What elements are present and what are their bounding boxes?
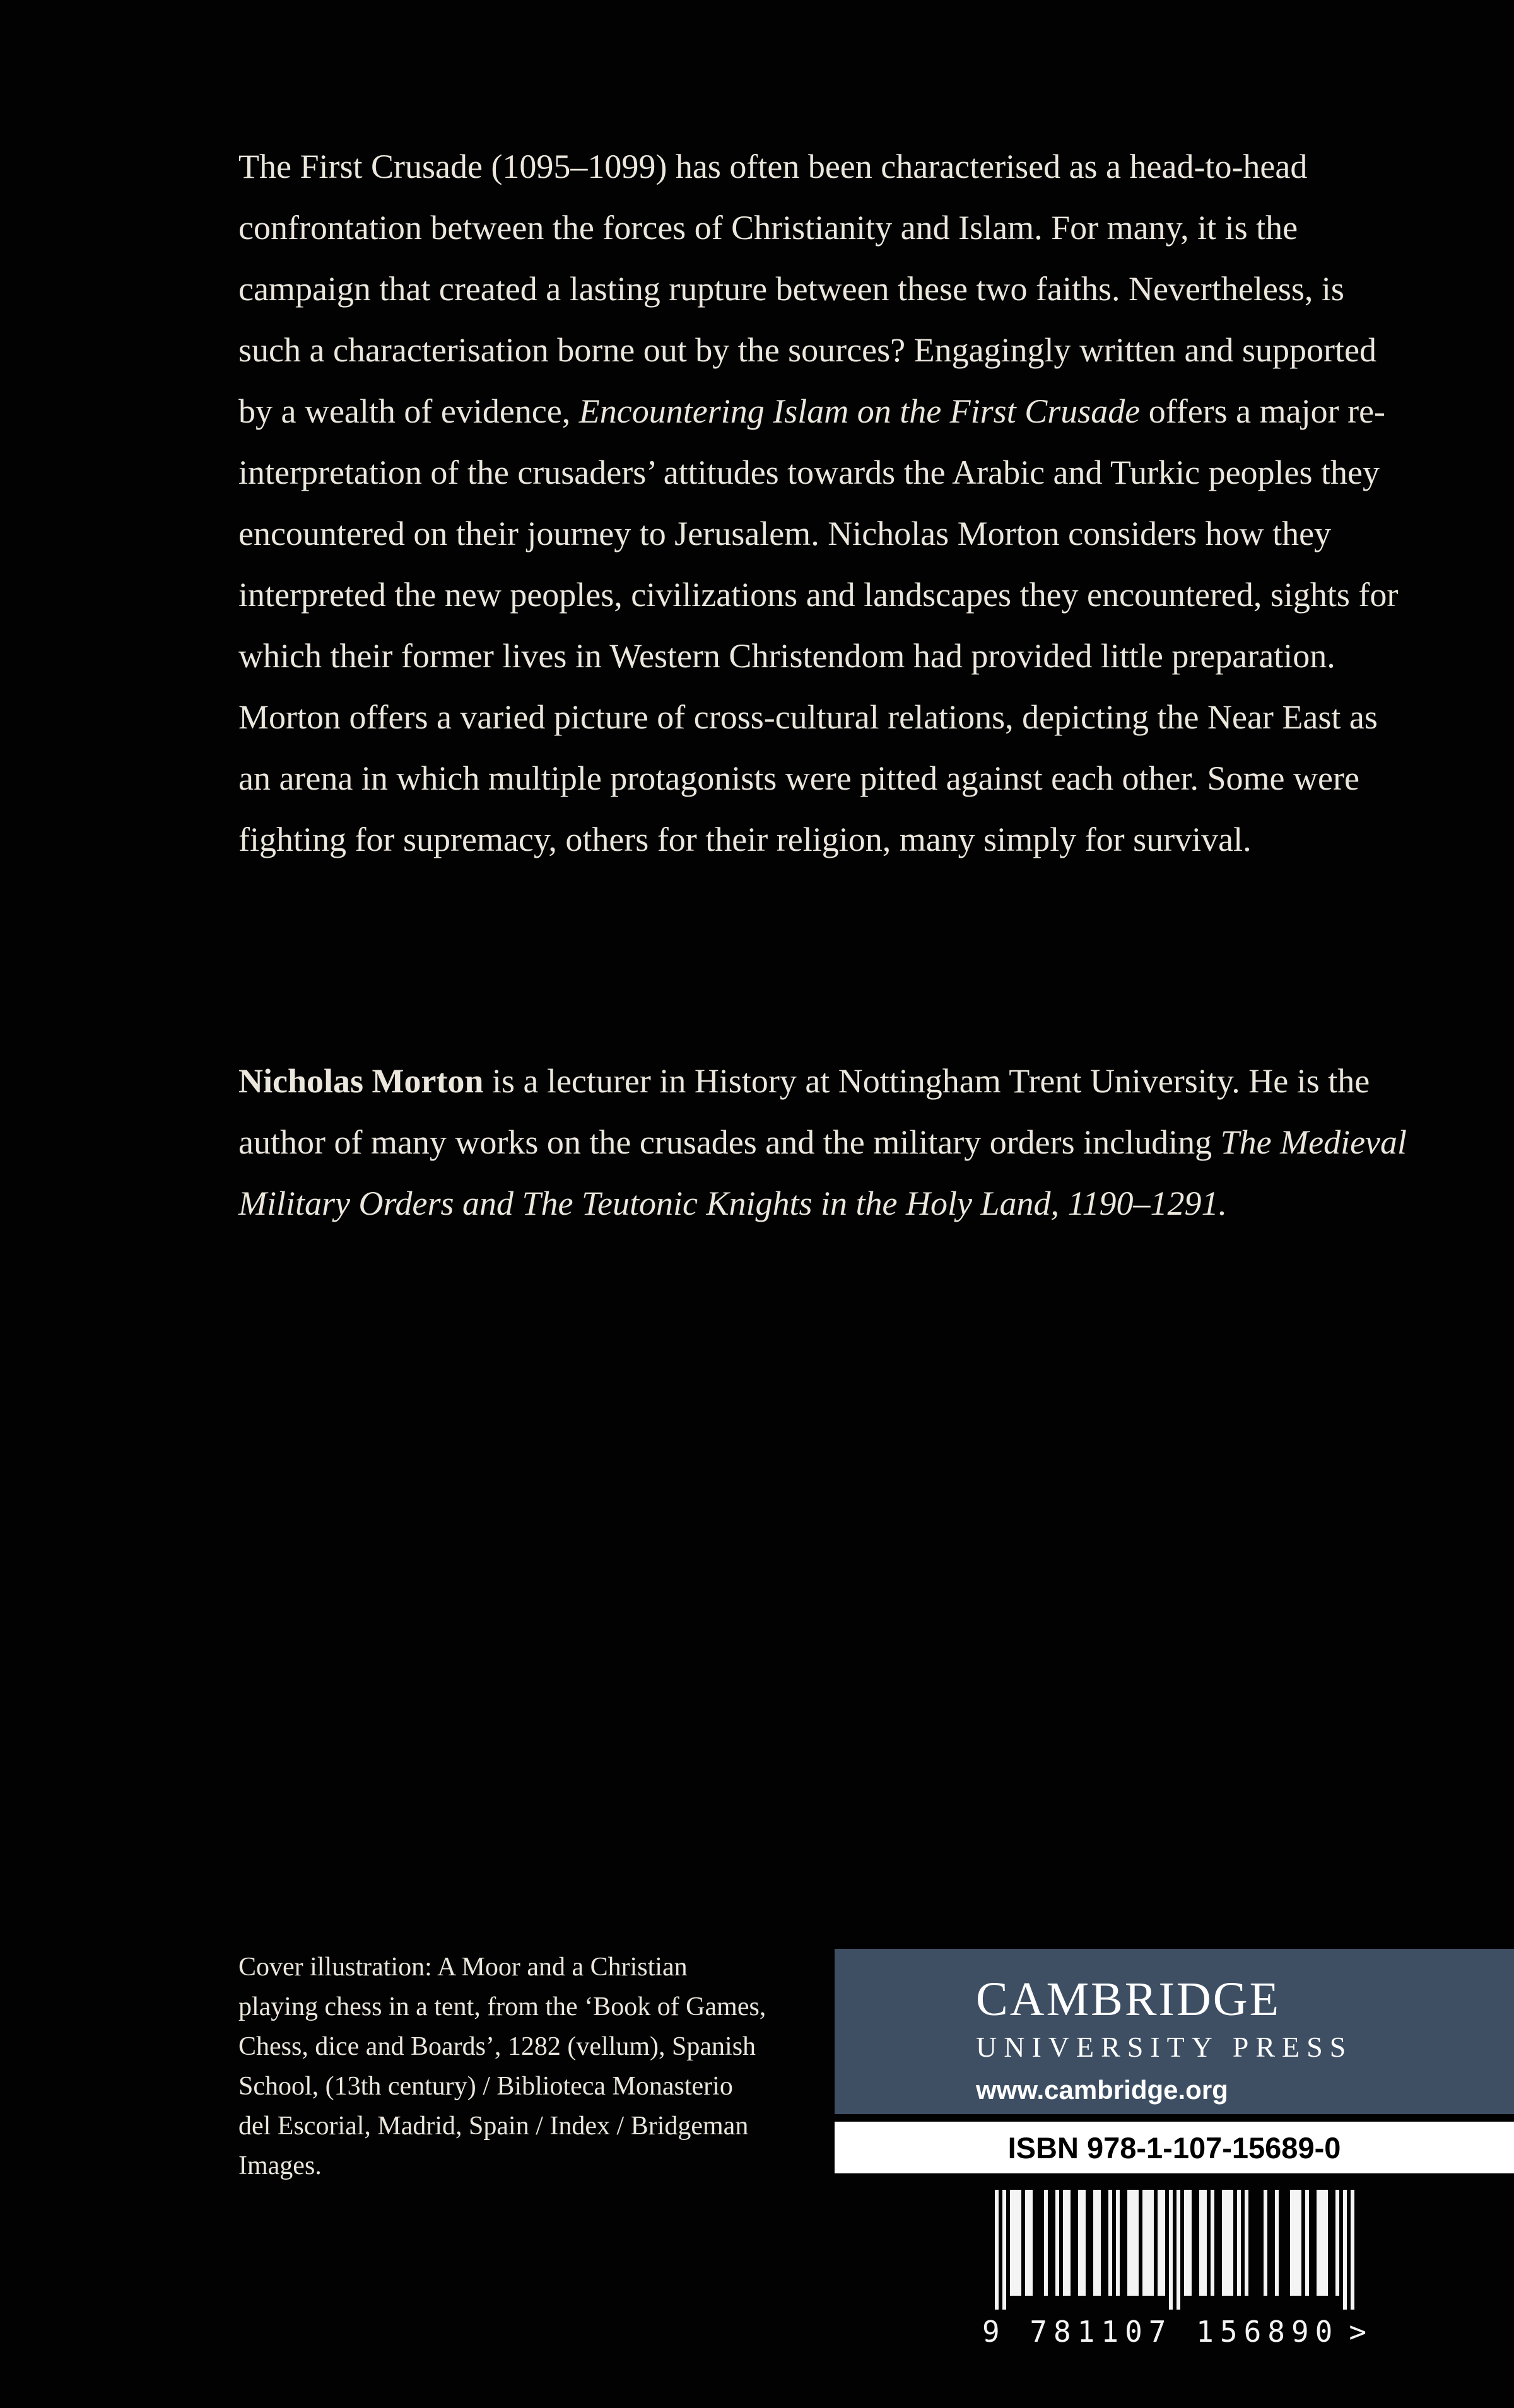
credit-line: del Escorial, Madrid, Spain / Index / Bridgeman (238, 2112, 749, 2141)
credit-line: Chess, dice and Boards’, 1282 (vellum), Spanish (238, 2032, 756, 2061)
cambridge-wordmark: CAMBRIDGE (976, 1973, 1281, 2026)
credit-line: School, (13th century) / Biblioteca Monasterio (238, 2072, 733, 2101)
barcode-quiet-zone-arrow: > (1349, 2315, 1367, 2349)
publisher-website: www.cambridge.org (976, 2075, 1228, 2105)
bio-titles-italic: The Medieval Military Orders and The Teutonic Knights in the Holy Land, 1190–1291. (238, 1123, 1407, 1222)
isbn-strip (835, 2122, 1514, 2173)
isbn-label: ISBN 978-1-107-15689-0 (1007, 2130, 1341, 2165)
cover-credit (238, 1948, 844, 2186)
barcode-bar (1351, 2190, 1354, 2310)
bio-text: is a lecturer in History at Nottingham Trent University. He is the author of many works on the crusades and the military orders including (238, 1062, 1370, 1161)
blurb-text-1: The First Crusade (1095–1099) has often been characterised as a head-to-head confrontation between the forces of Christianity and Islam. For many, it is the campaign that created a lasting rupture between these two faiths. Nevertheless, is such a characterisation borne out by the sources? Engagingly written and supported by a wealth of evidence, (238, 148, 1376, 430)
blurb-paragraph (238, 136, 1412, 870)
credit-line: playing chess in a tent, from the ‘Book of Games, (238, 1992, 766, 2021)
credit-line: Images. (238, 2151, 322, 2180)
barcode-digits: 9 781107 156890 (982, 2315, 1339, 2349)
author-bio (238, 1051, 1412, 1234)
barcode-panel (835, 2173, 1514, 2408)
book-title-italic: Encountering Islam on the First Crusade (578, 392, 1141, 430)
university-press-wordmark: UNIVERSITY PRESS (976, 2031, 1353, 2063)
barcode-digits-row (982, 2315, 1366, 2349)
barcode-bars (995, 2190, 1354, 2310)
credit-line: Cover illustration: A Moor and a Christian (238, 1953, 688, 1982)
blurb-text-2: offers a major re-interpretation of the crusaders’ attitudes towards the Arabic and Turkic peoples they encountered on their journey to Jerusalem. Nicholas Morton considers how they interpreted the new peoples, civilizations and landscapes they encountered, sights for which their former lives in Western Christendom had provided little preparation. Morton offers a varied picture of cross-cultural relations, depicting the Near East as an arena in which multiple protagonists were pitted against each other. Some were fighting for supremacy, others for their religion, many simply for survival. (238, 392, 1399, 858)
author-name-bold: Nicholas Morton (238, 1062, 484, 1100)
publisher-logo-block (835, 1949, 1514, 2114)
